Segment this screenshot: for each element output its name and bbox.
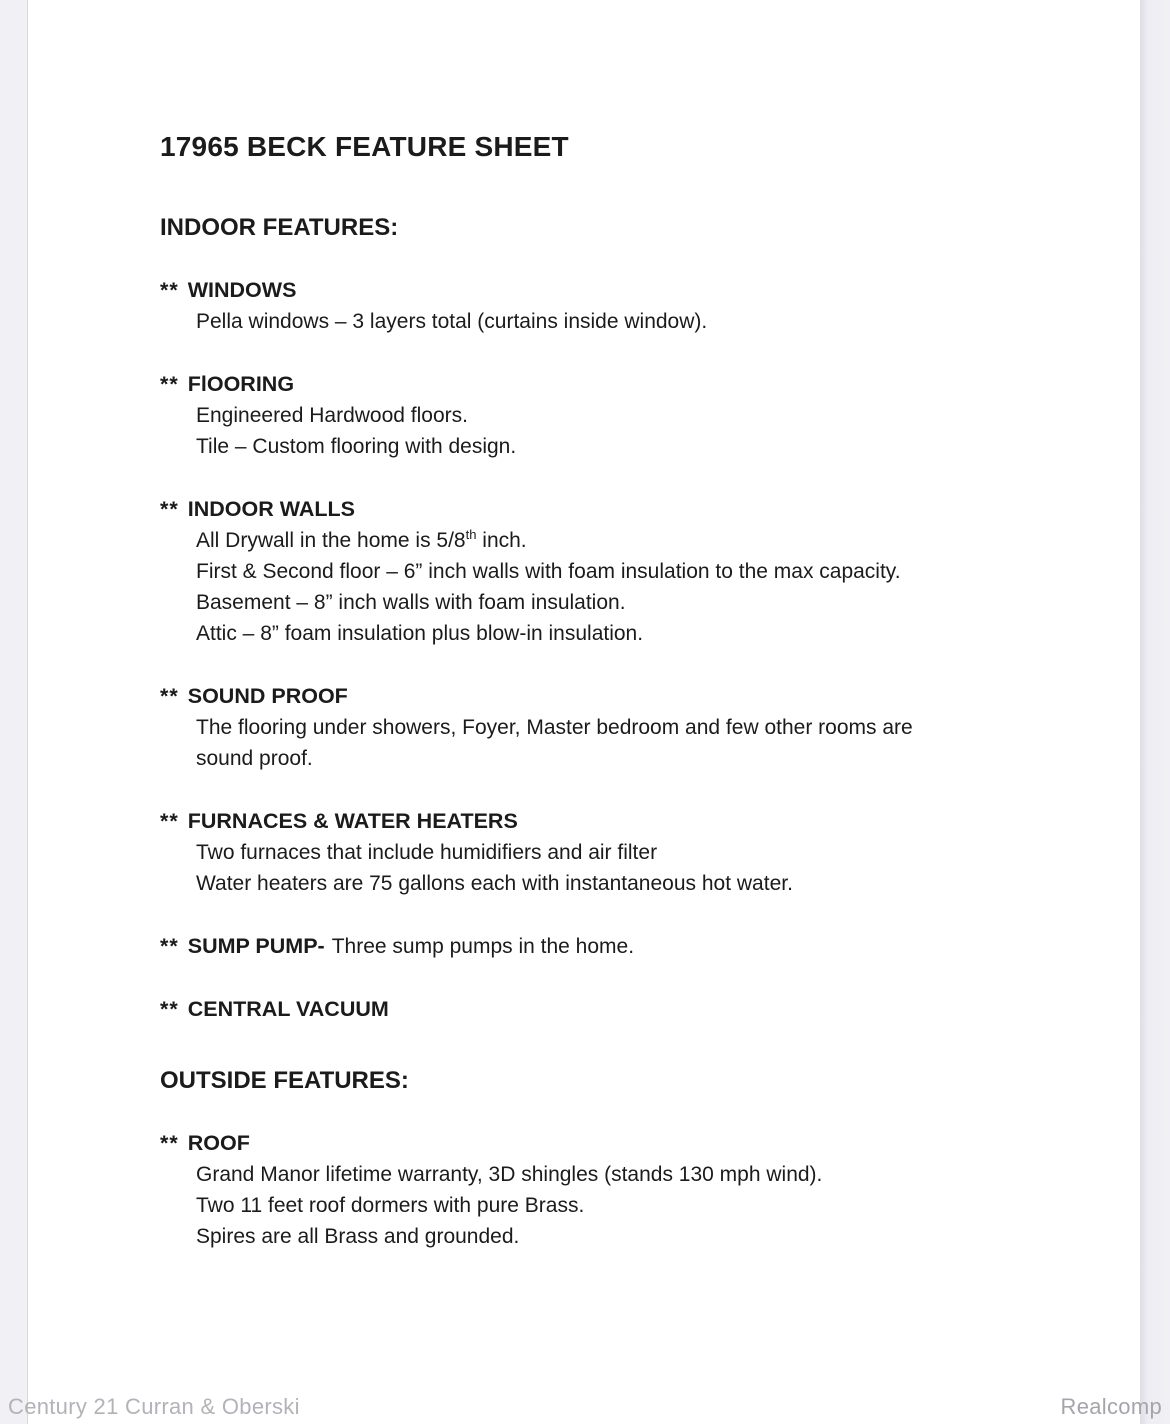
drywall-text-pre: All Drywall in the home is 5/8 [196,529,466,552]
feature-heading-sump-pump [160,931,1110,962]
feature-indoor-walls [160,494,1110,649]
feature-line: sound proof. [196,747,313,770]
feature-line: Engineered Hardwood floors. [196,404,468,427]
feature-windows [160,275,1110,337]
feature-line: The flooring under showers, Foyer, Master bedroom and few other rooms are [196,716,913,739]
feature-heading-flooring [160,369,1110,400]
feature-sump-pump [160,931,1110,962]
feature-flooring [160,369,1110,462]
feature-line: Pella windows – 3 layers total (curtains inside window). [196,310,708,333]
asterisk-bullet: ** [160,372,179,396]
asterisk-bullet: ** [160,934,179,958]
feature-heading-windows [160,275,1110,306]
feature-label: WINDOWS [187,278,297,302]
feature-line: Two 11 feet roof dormers with pure Brass. [196,1194,585,1217]
feature-heading-roof [160,1128,1110,1159]
feature-label: SOUND PROOF [187,684,348,708]
feature-heading-sound-proof [160,681,1110,712]
feature-roof [160,1128,1110,1252]
asterisk-bullet: ** [160,684,179,708]
asterisk-bullet: ** [160,278,179,302]
page-title: 17965 BECK FEATURE SHEET [160,131,569,162]
feature-heading-furnaces [160,806,1110,837]
feature-line: Grand Manor lifetime warranty, 3D shingles (stands 130 mph wind). [196,1163,823,1186]
drywall-superscript: th [465,527,477,542]
asterisk-bullet: ** [160,497,179,521]
feature-line-drywall [160,525,1110,556]
feature-heading-central-vacuum [160,994,1110,1025]
feature-line: Spires are all Brass and grounded. [196,1225,520,1248]
feature-label: INDOOR WALLS [187,497,355,521]
feature-furnaces-water-heaters [160,806,1110,899]
feature-label: SUMP PUMP- [187,934,325,958]
feature-line: Basement – 8” inch walls with foam insulation. [196,591,626,614]
feature-line: Water heaters are 75 gallons each with instantaneous hot water. [196,872,793,895]
feature-central-vacuum [160,994,1110,1025]
feature-heading-indoor-walls [160,494,1110,525]
feature-label: FlOORING [187,372,295,396]
asterisk-bullet: ** [160,1131,179,1155]
sump-pump-text: Three sump pumps in the home. [331,935,635,958]
asterisk-bullet: ** [160,997,179,1021]
drywall-text-post: inch. [476,529,527,552]
watermark-realcomp: Realcomp [1060,1394,1162,1419]
feature-label: CENTRAL VACUUM [187,997,389,1021]
feature-line: Two furnaces that include humidifiers and air filter [196,841,658,864]
feature-sound-proof [160,681,1110,774]
feature-label: ROOF [187,1131,250,1155]
section-title-indoor-features: INDOOR FEATURES: [160,214,399,241]
feature-line: First & Second floor – 6” inch walls with foam insulation to the max capacity. [196,560,901,583]
section-title-outside-features: OUTSIDE FEATURES: [160,1067,409,1094]
feature-line: Tile – Custom flooring with design. [196,435,517,458]
asterisk-bullet: ** [160,809,179,833]
feature-label: FURNACES & WATER HEATERS [187,809,518,833]
watermark-brokerage: Century 21 Curran & Oberski [8,1394,300,1419]
feature-line: Attic – 8” foam insulation plus blow-in insulation. [196,622,644,645]
